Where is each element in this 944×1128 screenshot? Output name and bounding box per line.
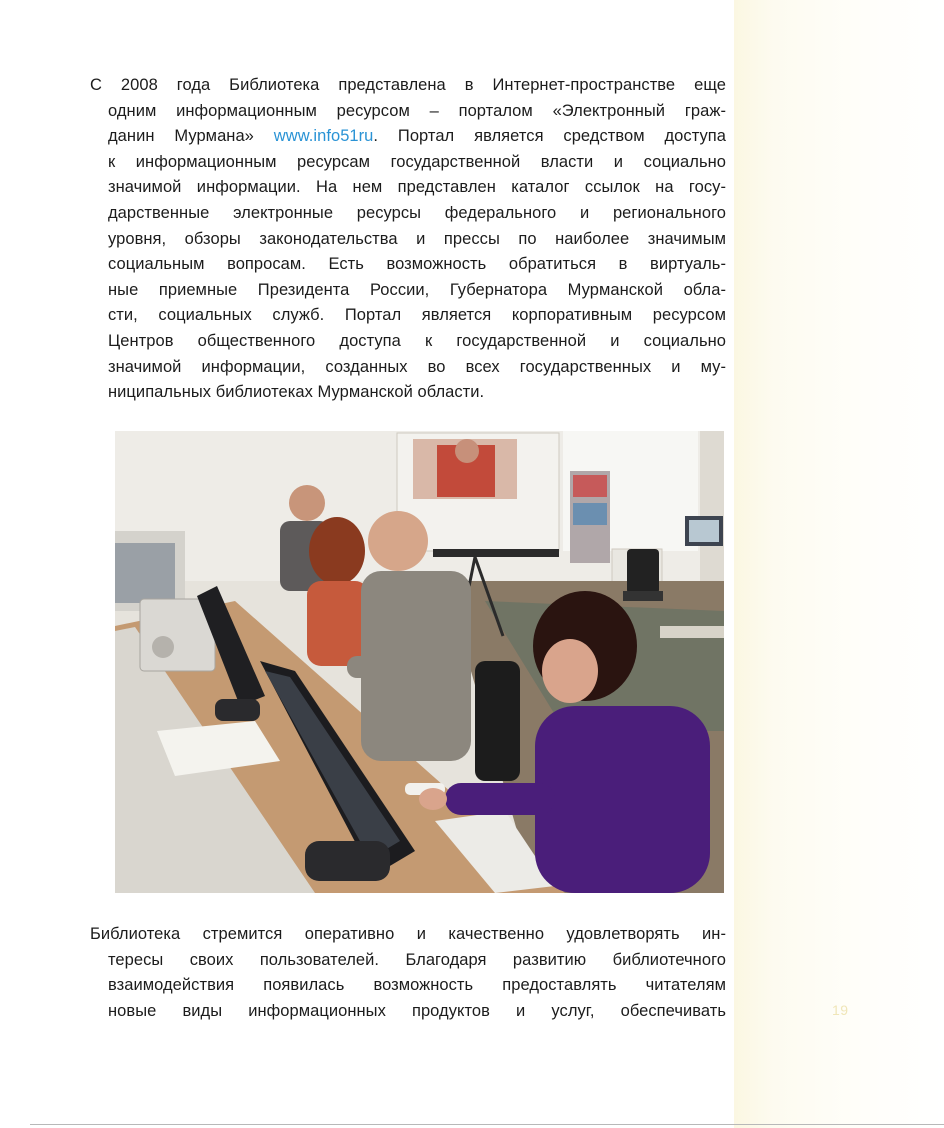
text-line: значимой информации, созданных во всех государственных и му- <box>108 357 726 376</box>
text-line: значимой информации. На нем представлен каталог ссылок на госу- <box>108 178 726 197</box>
paragraph-services <box>90 922 726 1024</box>
text-line: тересы своих пользователей. Благодаря развитию библиотечного <box>108 950 726 969</box>
portal-link[interactable]: www.info51ru <box>273 127 374 146</box>
text-line: уровня, обзоры законодательства и прессы по наиболее значимым <box>108 229 726 248</box>
text-line: к информационным ресурсам государственной власти и социально <box>108 152 726 171</box>
text-line: С 2008 года Библиотека представлена в Интернет-пространстве еще <box>90 76 726 94</box>
text-line: социальным вопросам. Есть возможность обратиться в виртуаль- <box>108 255 726 274</box>
text-line: взаимодействия появилась возможность предоставлять читателям <box>108 976 726 995</box>
text-line: ниципальных библиотеках Мурманской области. <box>108 383 485 402</box>
computer-class-photo <box>115 431 724 893</box>
text-fragment: . Портал является средством доступа <box>373 127 726 146</box>
text-line: ные приемные Президента России, Губернатора Мурманской обла- <box>108 280 726 299</box>
page-number: 19 <box>832 1002 849 1018</box>
page-bottom-edge <box>30 1124 944 1125</box>
text-line: дарственные электронные ресурсы федерального и регионального <box>108 203 726 222</box>
text-line: сти, социальных служб. Портал является корпоративным ресурсом <box>108 306 726 325</box>
margin-tint <box>734 0 944 1128</box>
text-line: одним информационным ресурсом – порталом «Электронный граж- <box>108 101 726 120</box>
text-line <box>90 124 726 150</box>
text-fragment: данин Мурмана» <box>108 127 274 146</box>
text-line: новые виды информационных продуктов и услуг, обеспечивать <box>108 1001 726 1020</box>
text-line: Центров общественного доступа к государственной и социально <box>108 331 726 350</box>
photo-illustration <box>115 431 724 893</box>
text-line: Библиотека стремится оперативно и качественно удовлетворять ин- <box>90 925 726 943</box>
paragraph-portal <box>90 73 726 406</box>
